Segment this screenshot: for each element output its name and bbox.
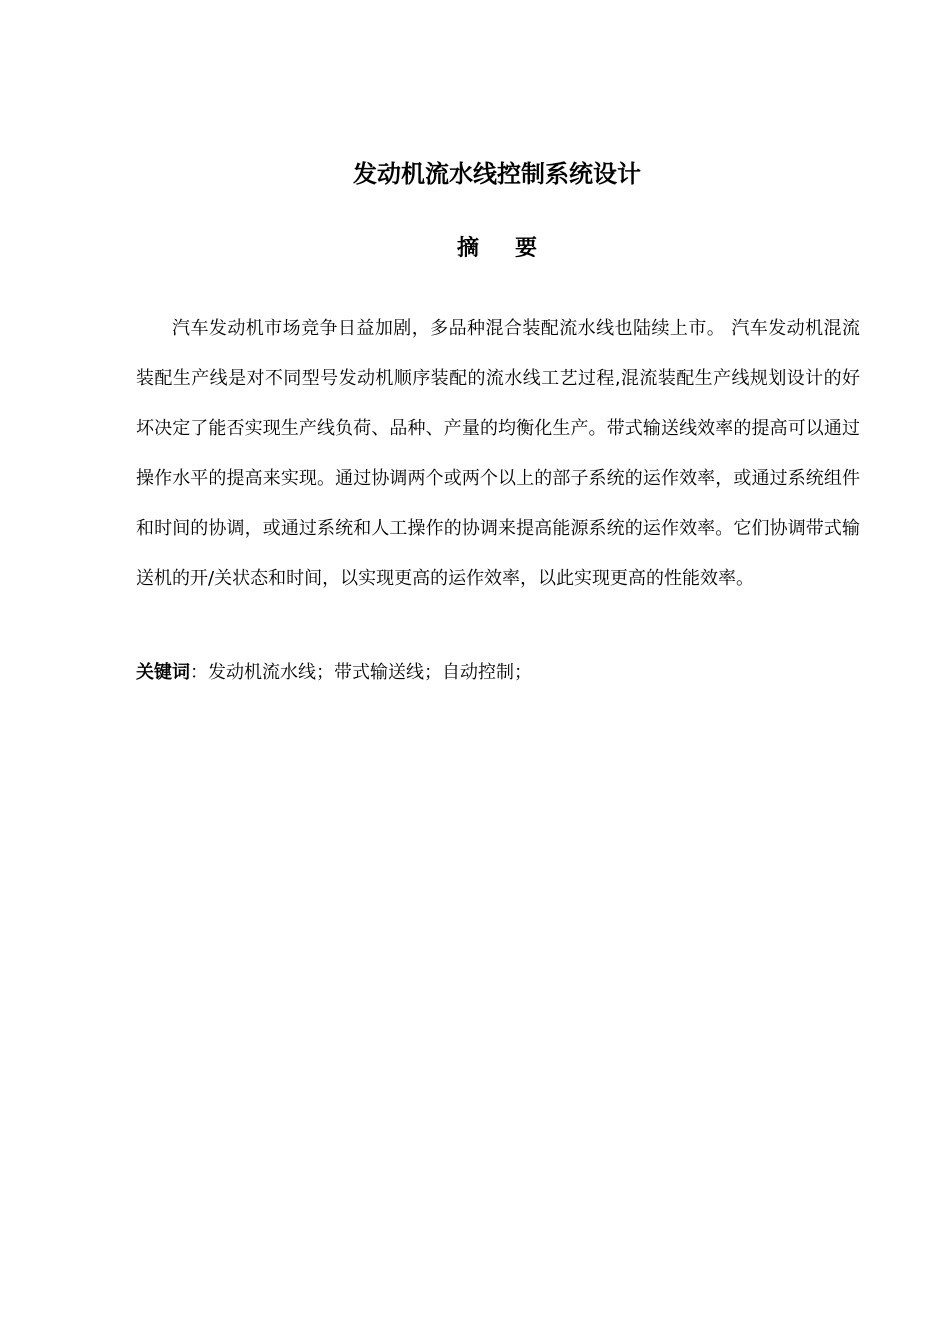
abstract-heading-left: 摘 bbox=[456, 236, 479, 261]
abstract-body: 汽车发动机市场竞争日益加剧，多品种混合装配流水线也陆续上市。 汽车发动机混流装配生产线是对不同型号发动机顺序装配的流水线工艺过程,混流装配生产线规划设计的好坏决定了能否实现生产线负荷、品种、产量的均衡化生产。带式输送线效率的提高可以通过操作水平的提高来实现。通过协调两个或两个以上的部子系统的运作效率，或通过系统组件和时间的协调，或通过系统和人工操作的协调来提高能源系统的运作效率。它们协调带式输送机的开/关状态和时间，以实现更高的运作效率，以此实现更高的性能效率。 bbox=[136, 318, 860, 589]
abstract-heading-right: 要 bbox=[515, 236, 538, 261]
keywords-text: ：发动机流水线；带式输送线；自动控制； bbox=[190, 662, 532, 683]
keywords-label: 关键词 bbox=[136, 662, 190, 683]
keywords-line bbox=[136, 656, 860, 690]
document-title: 发动机流水线控制系统设计 bbox=[353, 160, 641, 188]
abstract-heading bbox=[0, 232, 950, 266]
